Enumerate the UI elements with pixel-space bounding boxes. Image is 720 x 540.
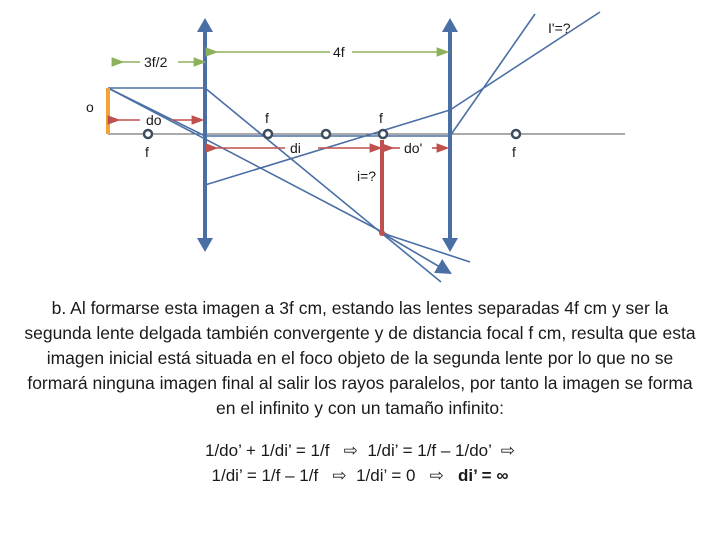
image-tip-point [379, 230, 385, 236]
label-do-prime: do' [404, 140, 423, 156]
focal-point-first-left [144, 130, 152, 138]
focal-point-first-right [264, 130, 272, 138]
implies-arrow-icon: ⇨ [332, 466, 347, 485]
focal-point-second-right [512, 130, 520, 138]
ray-refracted-through-focus [205, 88, 441, 282]
implies-arrow-icon: ⇨ [500, 441, 515, 460]
equation-result-infinity: di’ = ∞ [458, 466, 509, 485]
explanation-paragraph: b. Al formarse esta imagen a 3f cm, estando las lentes separadas 4f cm y ser la segunda lente delgada también convergente y de distancia focal f cm, resulta que esta imagen inicial está situada en el foco objeto de la segunda lente por lo que no se formará ninguna imagen final al salir los rayos paralelos, por tanto la imagen se forma en el infinito y con un tamaño infinito: [24, 298, 696, 418]
ray-second-lens-exit-lower [382, 233, 470, 262]
ray-exit-parallel [450, 14, 535, 136]
label-f-second-left: f [379, 110, 383, 126]
equation-solve-di: 1/di’ = 1/f – 1/do’ [367, 441, 492, 460]
equation-thin-lens: 1/do’ + 1/di’ = 1/f [205, 441, 330, 460]
label-do: do [146, 112, 162, 128]
label-image: i=? [357, 168, 377, 184]
ray-exit-upper [450, 12, 600, 110]
equation-substitute: 1/di’ = 1/f – 1/f [211, 466, 319, 485]
label-f-first-right: f [265, 110, 269, 126]
equation-line-2 [0, 466, 720, 486]
label-di: di [290, 140, 301, 156]
label-3f-half: 3f/2 [144, 54, 168, 70]
ray-image-to-second-lens-lower [382, 233, 445, 270]
label-f-second-right: f [512, 144, 516, 160]
second-lens [442, 18, 458, 252]
label-4f: 4f [333, 44, 345, 60]
ray-through-center [108, 88, 390, 236]
label-object: o [86, 99, 94, 115]
focal-point-second-left [379, 130, 387, 138]
implies-arrow-icon: ⇨ [343, 441, 358, 460]
label-final-image: I'=? [548, 20, 571, 36]
label-f-first-left: f [145, 144, 149, 160]
lens-center-marker [322, 130, 330, 138]
equation-zero: 1/di’ = 0 [356, 466, 416, 485]
first-lens [197, 18, 213, 252]
equation-line-1 [0, 441, 720, 461]
implies-arrow-icon: ⇨ [429, 466, 444, 485]
